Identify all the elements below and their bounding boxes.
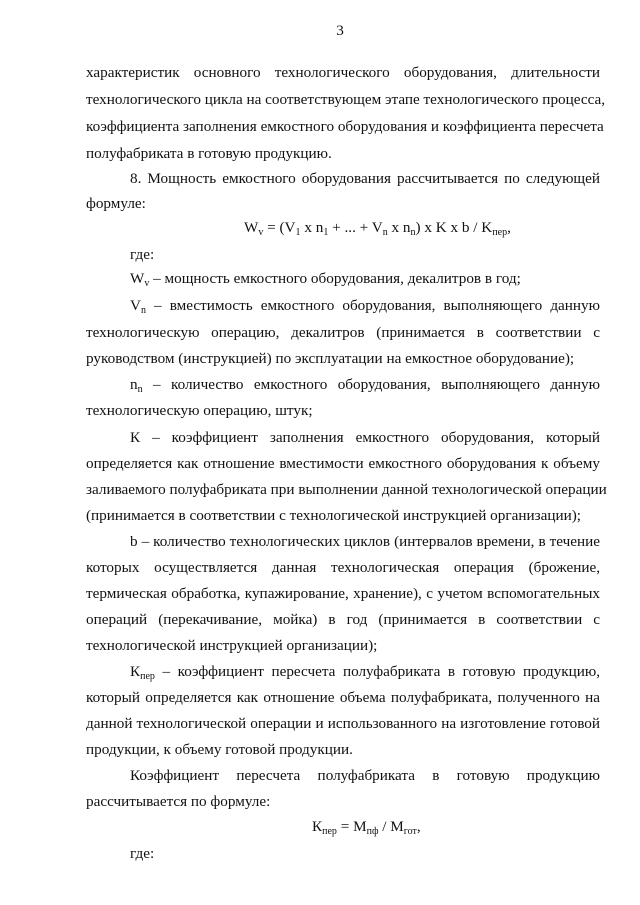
where-label: где: [130,845,155,862]
formula-capacity: $W_v = (V_1$ x $n_1$ + ... + $V_n$ x $n_n$) x K x b / $K_{пер}$, [244,219,511,238]
where-label: где: [130,246,155,263]
text-line: который определяется как отношение объема полуфабриката, полученного на [86,689,600,706]
text-line: полуфабриката в готовую продукцию. [86,145,332,162]
text-line: формуле: [86,195,146,212]
page-number: 3 [336,22,344,39]
text-line: продукции, к объему готовой продукции. [86,741,353,758]
text-line: заливаемого полуфабриката при выполнении данной технологической операции [86,481,607,498]
text-line: технологической инструкцией организации); [86,637,378,654]
text-line: руководством (инструкцией) по эксплуатации на емкостное оборудование); [86,350,575,367]
text-line: коэффициента заполнения емкостного оборудования и коэффициента пересчета [86,118,604,135]
text-line: рассчитывается по формуле: [86,793,271,810]
formula-conversion: $К_{пер} = М_{пф} / М_{гот}$, [312,818,421,837]
definition-nn: $n_n$ – количество емкостного оборудования, выполняющего данную [130,376,600,395]
paragraph-8-start: 8. Мощность емкостного оборудования рассчитывается по следующей [130,170,600,187]
text-line: технологическую операцию, декалитров (принимается в соответствии с [86,324,600,341]
text-line: термическая обработка, купажирование, хранение), с учетом вспомогательных [86,585,600,602]
text-line: Коэффициент пересчета полуфабриката в готовую продукцию [130,767,600,784]
text-line: технологического цикла на соответствующем этапе технологического процесса, [86,91,606,108]
text-line: технологическую операцию, штук; [86,402,313,419]
definition-b: b – количество технологических циклов (интервалов времени, в течение [130,533,600,550]
definition-kper: $К_{пер}$ – коэффициент пересчета полуфабриката в готовую продукцию, [130,663,600,682]
text-line: которых осуществляется данная технологическая операция (брожение, [86,559,600,576]
text-line: характеристик основного технологического оборудования, длительности [86,64,600,81]
text-line: данной технологической операции и использованного на изготовление готовой [86,715,600,732]
text-line: определяется как отношение вместимости емкостного оборудования к объему [86,455,600,472]
definition-wv: $W_v$ – мощность емкостного оборудования, декалитров в год; [130,270,521,289]
text-line: (принимается в соответствии с технологической инструкцией организации); [86,507,581,524]
definition-vn: $V_n$ – вместимость емкостного оборудования, выполняющего данную [130,297,600,316]
definition-k: К – коэффициент заполнения емкостного оборудования, который [130,429,600,446]
text-line: операций (перекачивание, мойка) в год (принимается в соответствии с [86,611,600,628]
